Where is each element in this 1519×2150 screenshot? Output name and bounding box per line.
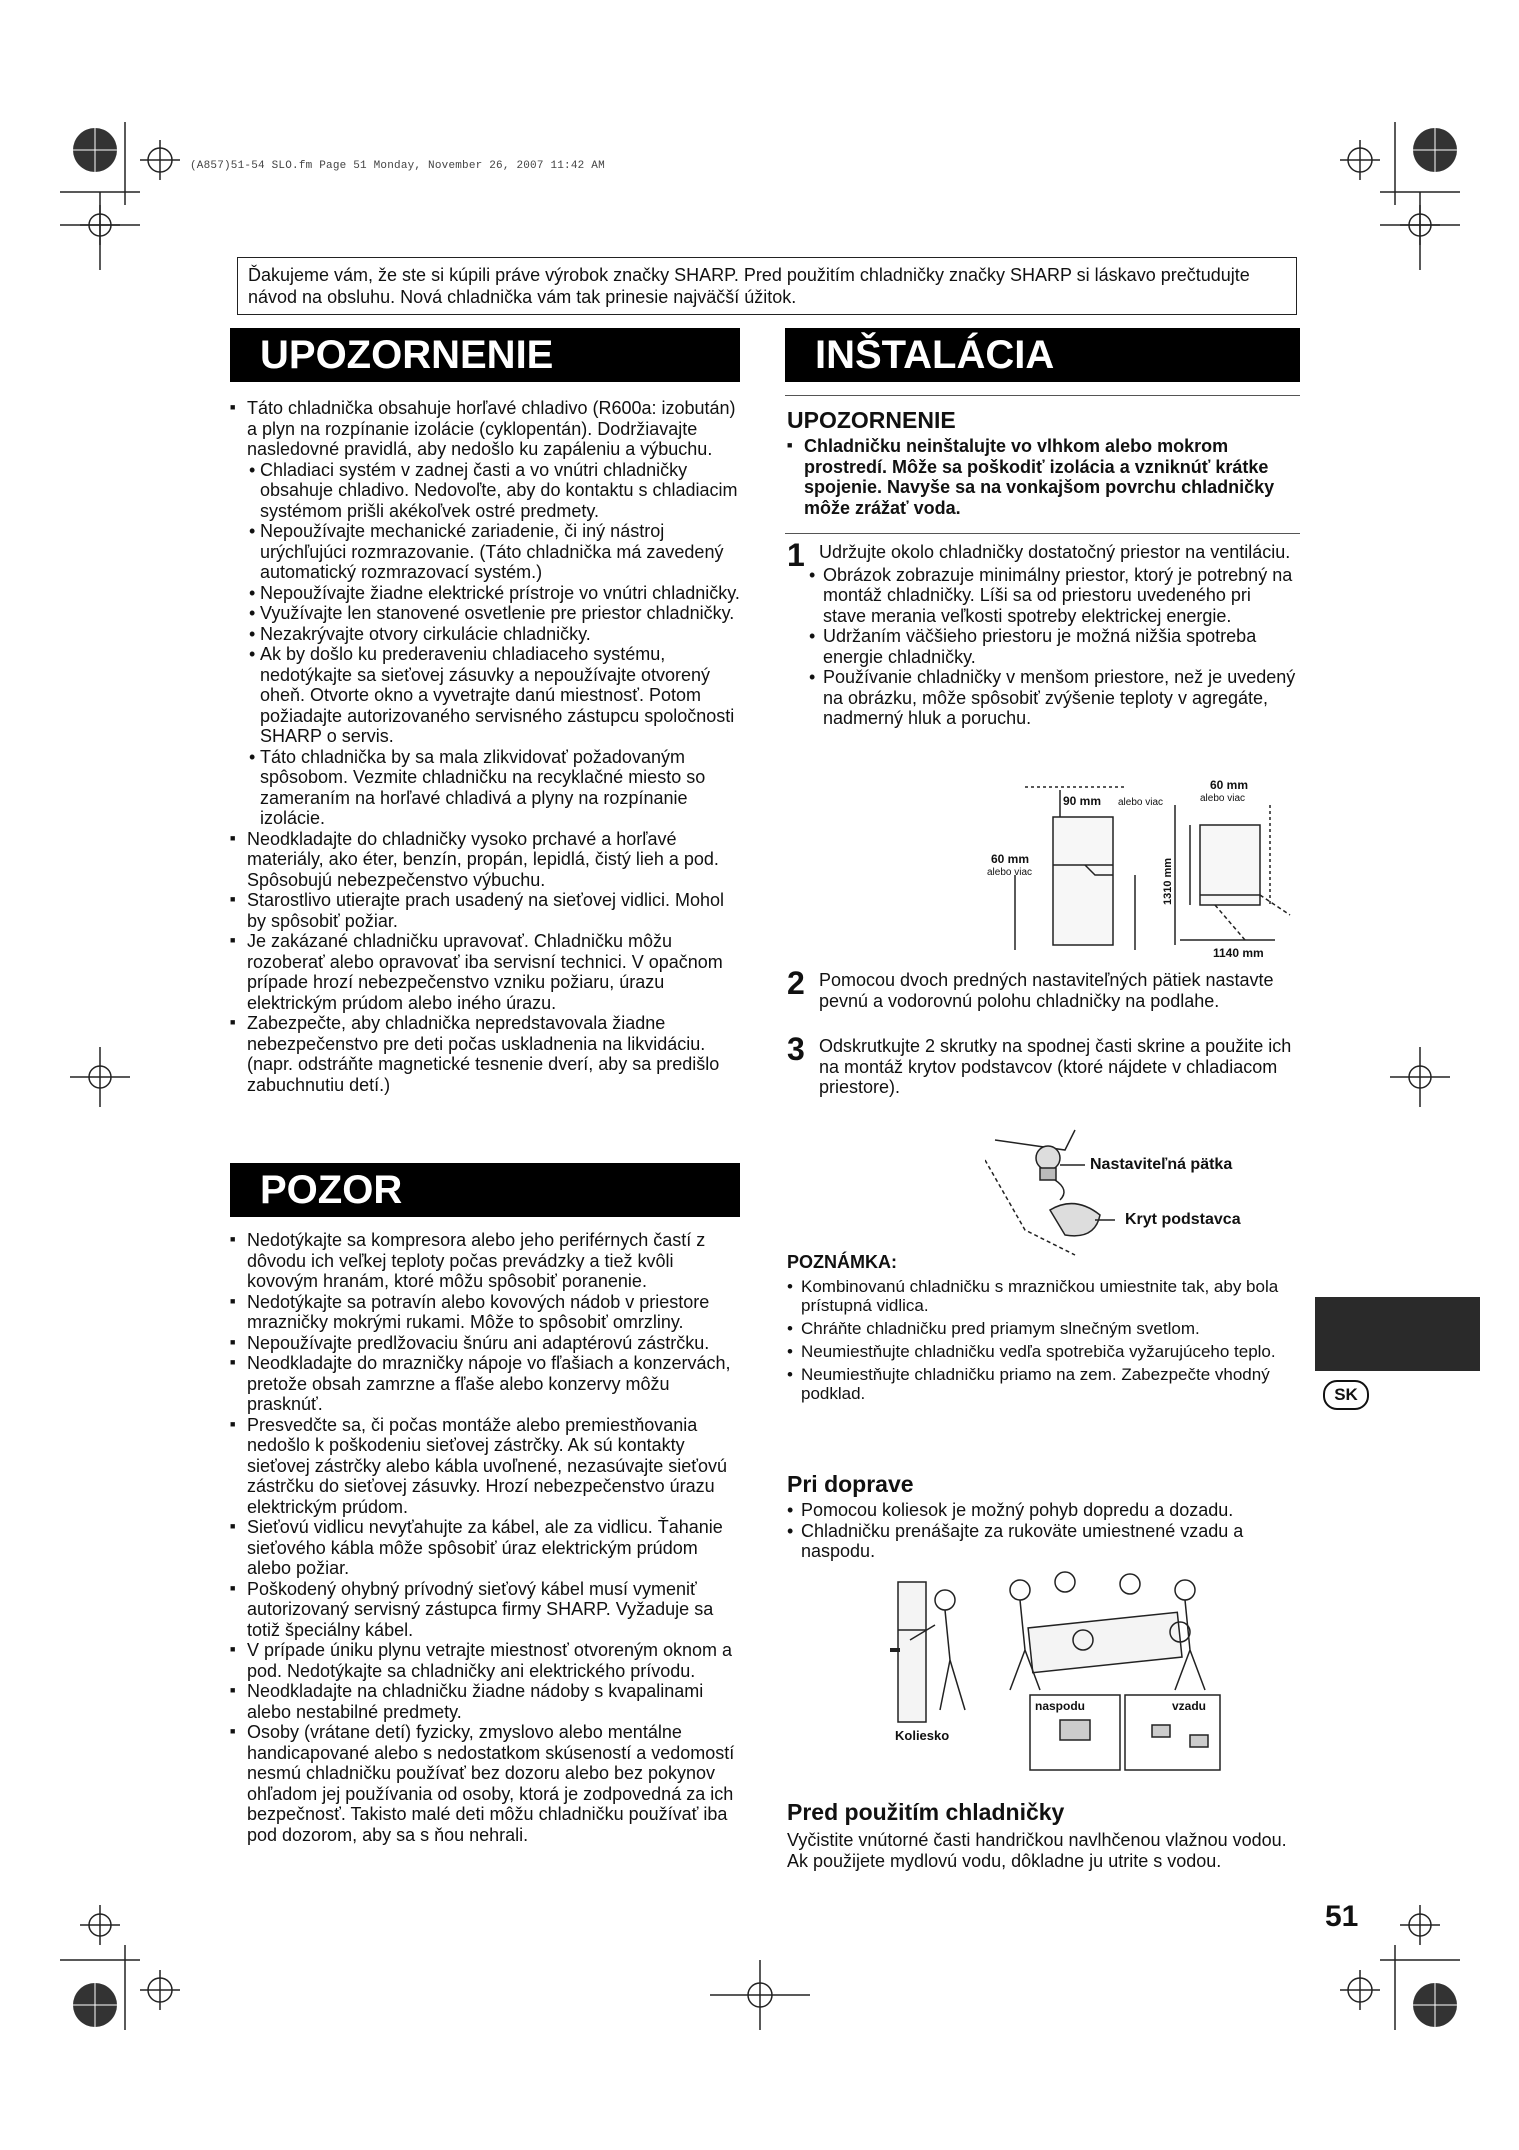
notes-list	[787, 1277, 1297, 1403]
transport-illustration	[890, 1570, 1230, 1775]
clearance-diagram	[975, 775, 1295, 960]
dim-right-note: alebo viac	[1200, 793, 1246, 804]
pozor-banner: POZOR	[230, 1163, 740, 1217]
warning-subitem: • Nezakrývajte otvory cirkulácie chladničky.	[230, 624, 742, 645]
step-subitem: • Udržaním väčšieho priestoru je možná nižšia spotreba energie chladničky.	[809, 626, 1297, 667]
step-subitem: • Obrázok zobrazuje minimálny priestor, ktorý je potrebný na montáž chladničky. Líši sa od priestoru uvedeného pri stave merania veľkosti spotreby elektrickej energie.	[809, 565, 1297, 627]
bottom-handle-label: naspodu	[1035, 1699, 1085, 1713]
step-text: Odskrutkujte 2 skrutky na spodnej časti skrine a použite ich na montáž krytov podstavcov (ktoré nájdete v chladiacom priestore).	[819, 1036, 1292, 1097]
step-number: 3	[787, 1031, 805, 1067]
foot-cover-illustration	[985, 1120, 1295, 1260]
note-item: • Neumiestňujte chladničku vedľa spotrebiča vyžarujúceho teplo.	[787, 1342, 1297, 1361]
note-heading: POZNÁMKA:	[787, 1252, 897, 1272]
caution-item: ■ Nedotýkajte sa potravín alebo kovových nádob v priestore mrazničky mokrými rukami. Môže to spôsobiť omrzliny.	[230, 1292, 742, 1333]
warnings-list	[230, 398, 742, 1095]
warning-item: ■ Táto chladnička obsahuje horľavé chladivo (R600a: izobután) a plyn na rozpínanie izolácie (cyklopentán). Dodržiavajte nasledovné pravidlá, aby nedošlo ku zapáleniu a výbuchu.	[230, 398, 742, 460]
install-warning-heading: UPOZORNENIE	[787, 407, 956, 433]
upozornenie-banner: UPOZORNENIE	[230, 328, 740, 382]
step-text: Pomocou dvoch predných nastaviteľných pätiek nastavte pevnú a vodorovnú polohu chladničky na podlahe.	[819, 970, 1274, 1011]
step-3	[787, 1031, 1297, 1098]
caution-item: ■ Neodkladajte do mrazničky nápoje vo fľašiach a konzervách, pretože obsah zamrzne a fľaše alebo konzervy môžu prasknúť.	[230, 1353, 742, 1415]
note-item: • Neumiestňujte chladničku priamo na zem. Zabezpečte vhodný podklad.	[787, 1365, 1297, 1403]
warning-subitem: • Ak by došlo ku prederaveniu chladiaceho systému, nedotýkajte sa sieťovej zásuvky a nepoužívajte otvorený oheň. Otvorte okno a vyvetrajte danú miestnosť. Potom požiadajte autorizovaného servisného zástupcu spoločnosti SHARP o servis.	[230, 644, 742, 747]
warning-subitem: • Využívajte len stanovené osvetlenie pre priestor chladničky.	[230, 603, 742, 624]
warning-subitem: • Táto chladnička by sa mala zlikvidovať požadovaným spôsobom. Vezmite chladničku na recyklačné miesto so zameraním na horľavé chladivá a plyny na rozpínanie izolácie.	[230, 747, 742, 829]
install-warning-text: ■ Chladničku neinštalujte vo vlhkom alebo mokrom prostredí. Môže sa poškodiť izolácia a vzniknúť krátke spojenie. Navyše sa na vonkajšom povrchu chladničky môže zrážať voda.	[787, 436, 1297, 518]
instalacia-banner: INŠTALÁCIA	[785, 328, 1300, 382]
caution-item: ■ Sieťovú vidlicu nevyťahujte za kábel, ale za vidlicu. Ťahanie sieťového kábla môže spôsobiť úraz elektrickým prúdom alebo požiar.	[230, 1517, 742, 1579]
warning-item: ■ Starostlivo utierajte prach usadený na sieťovej vidlici. Mohol by spôsobiť požiar.	[230, 890, 742, 931]
caution-item: ■ Nepoužívajte predlžovaciu šnúru ani adaptérovú zástrčku.	[230, 1333, 742, 1354]
warning-subitem: • Chladiaci systém v zadnej časti a vo vnútri chladničky obsahuje chladivo. Nedovoľte, aby do kontaktu s chladiacim systémom prišli akékoľvek ostré predmety.	[230, 460, 742, 522]
install-warning	[787, 436, 1297, 518]
caution-item: ■ Neodkladajte na chladničku žiadne nádoby s kvapalinami alebo nestabilné predmety.	[230, 1681, 742, 1722]
divider	[785, 395, 1300, 396]
foot-label: Nastaviteľná pätka	[1090, 1156, 1233, 1173]
caution-item: ■ Nedotýkajte sa kompresora alebo jeho periférnych častí z dôvodu ich veľkej teploty počas prevádzky a tiež kvôli kovovým hranám, ktoré môžu spôsobiť poranenie.	[230, 1230, 742, 1292]
step-number: 1	[787, 537, 805, 573]
wheel-label: Koliesko	[895, 1728, 950, 1743]
intro-text: Ďakujeme vám, že ste si kúpili práve výrobok značky SHARP. Pred použitím chladničky značky SHARP si láskavo prečtudujte návod na obsluhu. Nová chladnička vám tak prinesie najväčší úžitok.	[237, 257, 1297, 315]
caution-item: ■ Poškodený ohybný prívodný sieťový kábel musí vymeniť autorizovaný servisný zástupca firmy SHARP. Vyžaduje sa totiž špeciálny kábel.	[230, 1579, 742, 1641]
warning-subitem: • Nepoužívajte žiadne elektrické prístroje vo vnútri chladničky.	[230, 583, 742, 604]
caution-item: ■ Osoby (vrátane detí) fyzicky, zmyslovo alebo mentálne handicapované alebo s nedostatkom skúseností a vedomostí nesmú chladničku používať bez dozoru alebo bez pokynov ohľadom jej používania od osoby, ktorá je zodpovedná za ich bezpečnosť. Takisto malé deti môžu chladničku používať iba pod dozorom, aby sa s ňou nehrali.	[230, 1722, 742, 1845]
dim-width-label: 1140 mm	[1213, 946, 1264, 960]
step-subitem: • Používanie chladničky v menšom priestore, než je uvedený na obrázku, môže spôsobiť zvýšenie teploty v agregáte, nadmerný hluk a poruchu.	[809, 667, 1297, 729]
print-header-line: (A857)51-54 SLO.fm Page 51 Monday, November 26, 2007 11:42 AM	[190, 160, 605, 172]
transport-list	[787, 1500, 1297, 1562]
dim-height-label: 1310 mm	[1162, 857, 1174, 905]
rear-handle-label: vzadu	[1172, 1699, 1207, 1713]
side-tab	[1315, 1297, 1480, 1371]
before-use-text: Vyčistite vnútorné časti handričkou navlhčenou vlažnou vodou. Ak použijete mydlovú vodu, dôkladne ju utrite s vodou.	[787, 1830, 1287, 1871]
transport-item: • Pomocou koliesok je možný pohyb dopredu a dozadu.	[787, 1500, 1297, 1521]
dim-top-label: 90 mm	[1063, 794, 1102, 808]
caution-item: ■ V prípade úniku plynu vetrajte miestnosť otvoreným oknom a pod. Nedotýkajte sa chladničky ani elektrického prívodu.	[230, 1640, 742, 1681]
caution-item: ■ Presvedčte sa, či počas montáže alebo premiestňovania nedošlo k poškodeniu sieťovej zástrčky. Ak sú kontakty sieťovej zástrčky alebo kábla uvoľnené, nezasúvajte sieťovú zástrčku do sieťovej zásuvky. Hrozí nebezpečenstvo úrazu elektrickým prúdom.	[230, 1415, 742, 1518]
warning-subitem: • Nepoužívajte mechanické zariadenie, či iný nástroj urýchľujúci rozmrazovanie. (Táto chladnička má zavedený automatický rozmrazovací systém.)	[230, 521, 742, 583]
warning-item: ■ Neodkladajte do chladničky vysoko prchavé a horľavé materiály, ako éter, benzín, propán, lepidlá, čistý lieh a pod. Spôsobujú nebezpečenstvo výbuchu.	[230, 829, 742, 891]
cautions-list	[230, 1230, 742, 1845]
transport-heading: Pri doprave	[787, 1471, 914, 1497]
note-item: • Kombinovanú chladničku s mrazničkou umiestnite tak, aby bola prístupná vidlica.	[787, 1277, 1297, 1315]
note-item: • Chráňte chladničku pred priamym slnečným svetlom.	[787, 1319, 1297, 1338]
transport-item: • Chladničku prenášajte za rukoväte umiestnené vzadu a naspodu.	[787, 1521, 1297, 1562]
dim-side-note: alebo viac	[987, 867, 1033, 878]
step-number: 2	[787, 965, 805, 1001]
warning-item: ■ Zabezpečte, aby chladnička nepredstavovala žiadne nebezpečenstvo pre deti počas uskladnenia na likvidáciu. (napr. odstráňte magnetické tesnenie dverí, aby sa predišlo zabuchnutiu detí.)	[230, 1013, 742, 1095]
cover-label: Kryt podstavca	[1125, 1211, 1241, 1228]
step-text: Udržujte okolo chladničky dostatočný priestor na ventiláciu.	[819, 542, 1291, 562]
dim-right-label: 60 mm	[1210, 778, 1249, 792]
divider	[785, 533, 1300, 534]
dim-top-note: alebo viac	[1118, 797, 1164, 808]
language-badge: SK	[1323, 1380, 1369, 1410]
step-2	[787, 965, 1297, 1011]
page-number: 51	[1325, 1900, 1359, 1933]
step-1	[787, 537, 1297, 729]
before-use-heading: Pred použitím chladničky	[787, 1799, 1065, 1825]
dim-side-label: 60 mm	[991, 852, 1030, 866]
warning-item: ■ Je zakázané chladničku upravovať. Chladničku môžu rozoberať alebo opravovať iba servisní technici. V opačnom prípade hrozí nebezpečenstvo vzniku požiaru, úrazu elektrickým prúdom alebo iného úrazu.	[230, 931, 742, 1013]
